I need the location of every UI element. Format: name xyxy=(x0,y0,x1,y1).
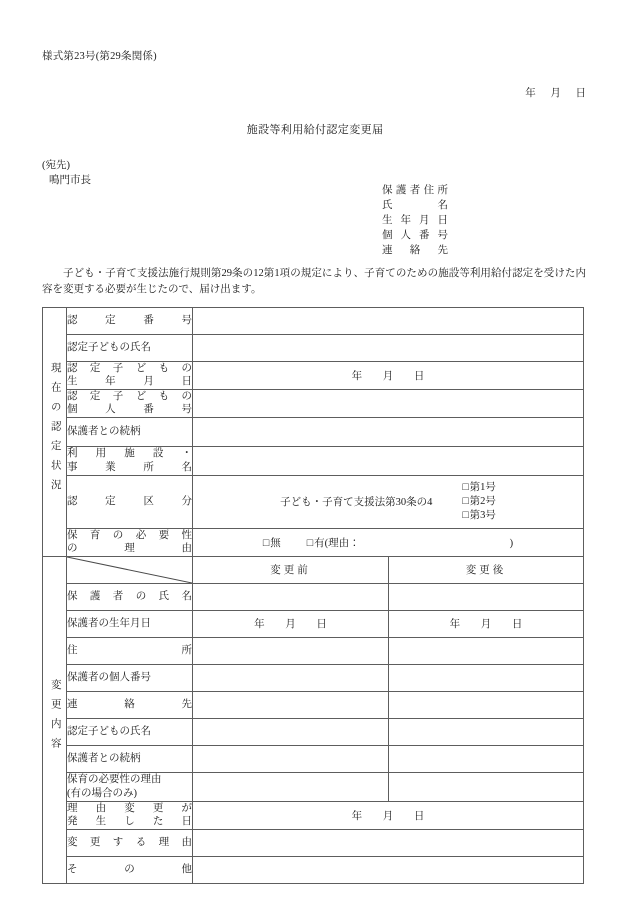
diagonal-corner-cell xyxy=(67,556,193,583)
checkbox-icon[interactable]: □ xyxy=(262,537,270,549)
section-header-change xyxy=(43,556,67,883)
row-label-text: 認定番号 xyxy=(67,315,192,327)
row-label-text: 認定子どもの氏名 xyxy=(67,726,151,738)
field-guardian-name-after[interactable] xyxy=(389,583,584,610)
row-label-text-line2: (有の場合のみ) xyxy=(67,787,137,799)
applicant-contact-label: 連絡先 xyxy=(382,244,448,256)
form-number: 様式第23号(第29条関係) xyxy=(42,51,157,62)
table-row xyxy=(43,556,584,583)
table-row xyxy=(43,664,584,691)
column-header-after: 変更後 xyxy=(389,556,584,583)
row-label-certification-category xyxy=(67,475,193,528)
date-month-label: 月 xyxy=(550,88,561,99)
date-month-label: 月 xyxy=(480,619,492,631)
field-guardian-mynumber-before[interactable] xyxy=(193,664,389,691)
row-label-text: 認定区分 xyxy=(67,496,192,508)
field-certification-category[interactable] xyxy=(193,475,584,528)
category-option-1-label: 第1号 xyxy=(469,481,496,493)
row-label-text: 保護者との続柄 xyxy=(67,753,141,765)
date-day-label: 日 xyxy=(413,810,425,822)
category-option-2[interactable] xyxy=(462,495,496,509)
table-row xyxy=(43,691,584,718)
table-row xyxy=(43,528,584,556)
addressee-label: (宛先) xyxy=(42,160,70,171)
row-label-guardian-name xyxy=(67,583,193,610)
row-label-text: 変更する理由 xyxy=(67,836,192,848)
field-certification-number[interactable] xyxy=(193,308,584,335)
field-guardian-name-before[interactable] xyxy=(193,583,389,610)
row-label-contact xyxy=(67,691,193,718)
field-change-childcare-reason-after[interactable] xyxy=(389,772,584,801)
date-day-label: 日 xyxy=(575,88,586,99)
submission-date-line xyxy=(519,85,586,100)
applicant-address-label: 保護者住所 xyxy=(382,185,448,196)
row-label-text: 連絡先 xyxy=(67,699,192,711)
option-yes-close: ) xyxy=(509,537,514,549)
table-row xyxy=(43,475,584,528)
row-label-text: 保護者の個人番号 xyxy=(67,672,151,684)
row-label-text: 認定子どもの氏名 xyxy=(67,342,151,354)
field-child-name[interactable] xyxy=(193,335,584,362)
row-label-guardian-birthdate xyxy=(67,610,193,637)
row-label-guardian-mynumber xyxy=(67,664,193,691)
date-day-label: 日 xyxy=(316,619,327,631)
category-option-1[interactable] xyxy=(462,481,496,495)
option-none-label: 無 xyxy=(270,537,281,549)
row-label-address xyxy=(67,637,193,664)
field-childcare-need-reason[interactable] xyxy=(193,528,584,556)
row-label-text: その他 xyxy=(67,863,192,875)
field-address-before[interactable] xyxy=(193,637,389,664)
applicant-info-labels xyxy=(382,184,448,259)
category-option-2-label: 第2号 xyxy=(469,495,496,507)
row-label-text-line2: 生年月日 xyxy=(67,376,192,388)
table-row xyxy=(43,417,584,446)
row-label-text-line1: 理由変更が xyxy=(67,802,192,814)
field-other[interactable] xyxy=(193,856,584,883)
row-label-facility-name xyxy=(67,446,193,475)
row-label-relationship xyxy=(67,417,193,446)
field-facility-name[interactable] xyxy=(193,446,584,475)
table-row xyxy=(43,389,584,417)
row-label-text: 保護者の氏名 xyxy=(67,591,192,603)
field-guardian-mynumber-after[interactable] xyxy=(389,664,584,691)
row-label-childcare-need-reason xyxy=(67,528,193,556)
table-row xyxy=(43,583,584,610)
category-option-3[interactable] xyxy=(462,509,496,523)
field-guardian-birthdate-after[interactable] xyxy=(389,610,584,637)
field-child-mynumber[interactable] xyxy=(193,389,584,417)
table-row xyxy=(43,446,584,475)
date-year-label: 年 xyxy=(351,370,363,382)
table-row xyxy=(43,362,584,390)
body-paragraph-text: 子ども・子育て支援法施行規則第29条の12第1項の規定により、子育てのための施設等利用給付認定を受けた内容を変更する必要が生じたので、届け出ます。 xyxy=(42,268,586,296)
date-year-label: 年 xyxy=(449,619,461,631)
applicant-mynumber-label: 個人番号 xyxy=(382,229,448,241)
certification-category-content xyxy=(193,476,583,528)
table-body xyxy=(43,308,584,884)
table-row xyxy=(43,718,584,745)
row-label-other xyxy=(67,856,193,883)
row-label-change-reason xyxy=(67,829,193,856)
field-relationship[interactable] xyxy=(193,417,584,446)
category-law-text: 子ども・子育て支援法第30条の4 xyxy=(280,497,433,509)
applicant-birthdate-label: 生年月日 xyxy=(382,214,448,226)
table-row xyxy=(43,637,584,664)
field-change-relationship-before[interactable] xyxy=(193,745,389,772)
row-label-text: 住所 xyxy=(67,645,192,657)
row-label-text: 保護者の生年月日 xyxy=(67,618,151,630)
date-year-label: 年 xyxy=(525,88,536,99)
row-label-child-mynumber xyxy=(67,389,193,417)
row-label-text-line1: 利用施設・ xyxy=(67,448,192,460)
row-label-child-name xyxy=(67,335,193,362)
date-month-label: 月 xyxy=(382,370,394,382)
section-header-current-text: 現在の認定状況 xyxy=(49,362,61,499)
field-change-child-name-after[interactable] xyxy=(389,718,584,745)
checkbox-icon[interactable]: □ xyxy=(306,537,314,549)
childcare-need-options xyxy=(193,531,583,554)
section-header-change-text: 変更内容 xyxy=(49,679,61,758)
column-header-before: 変更前 xyxy=(193,556,389,583)
row-label-certification-number xyxy=(67,308,193,335)
date-month-label: 月 xyxy=(382,810,394,822)
row-label-text: 保護者との続柄 xyxy=(67,426,141,438)
row-label-child-birthdate xyxy=(67,362,193,390)
date-day-label: 日 xyxy=(511,619,523,631)
checkbox-icon[interactable]: □ xyxy=(462,495,469,507)
table-row xyxy=(43,308,584,335)
table-row xyxy=(43,610,584,637)
addressee-name: 鳴門市長 xyxy=(49,175,91,187)
field-change-childcare-reason-before[interactable] xyxy=(193,772,389,801)
date-year-label: 年 xyxy=(254,619,265,631)
table-row xyxy=(43,801,584,829)
checkbox-icon[interactable]: □ xyxy=(462,481,469,493)
applicant-name-label: 氏名 xyxy=(382,199,448,211)
row-label-change-relationship xyxy=(67,745,193,772)
row-label-text-line2: の理由 xyxy=(67,543,192,555)
table-row xyxy=(43,829,584,856)
row-label-text-line1: 認定子どもの xyxy=(67,363,192,374)
field-change-relationship-after[interactable] xyxy=(389,745,584,772)
table-row xyxy=(43,745,584,772)
field-reason-change-date[interactable] xyxy=(193,801,584,829)
row-label-text-line2: 個人番号 xyxy=(67,404,192,416)
checkbox-icon[interactable]: □ xyxy=(462,509,469,521)
field-change-child-name-before[interactable] xyxy=(193,718,389,745)
table-row xyxy=(43,856,584,883)
date-day-label: 日 xyxy=(413,370,425,382)
document-title: 施設等利用給付認定変更届 xyxy=(246,124,384,136)
row-label-change-childcare-reason xyxy=(67,772,193,801)
row-label-text-line2: 事業所名 xyxy=(67,461,192,473)
addressee-block xyxy=(42,158,91,188)
category-option-3-label: 第3号 xyxy=(469,509,496,521)
field-child-birthdate[interactable] xyxy=(193,362,584,390)
row-label-text-line2: 発生した日 xyxy=(67,816,192,828)
category-options xyxy=(462,481,496,523)
diagonal-line-icon xyxy=(67,557,192,583)
row-label-change-child-name xyxy=(67,718,193,745)
option-yes-label: 有(理由： xyxy=(314,537,360,549)
certification-table xyxy=(42,307,584,884)
row-label-text-line1: 保育の必要性の理由 xyxy=(67,774,162,786)
field-address-after[interactable] xyxy=(389,637,584,664)
childcare-need-option-yes[interactable] xyxy=(307,538,513,549)
row-label-text-line1: 保育の必要性 xyxy=(67,529,192,541)
field-contact-before[interactable] xyxy=(193,691,389,718)
row-label-text-line1: 認定子どもの xyxy=(67,390,192,402)
field-guardian-birthdate-before[interactable] xyxy=(193,610,389,637)
date-year-label: 年 xyxy=(351,810,363,822)
section-header-current xyxy=(43,308,67,557)
childcare-need-option-none[interactable] xyxy=(263,538,281,549)
field-change-reason[interactable] xyxy=(193,829,584,856)
table-row xyxy=(43,772,584,801)
table-row xyxy=(43,335,584,362)
field-contact-after[interactable] xyxy=(389,691,584,718)
row-label-reason-change-date xyxy=(67,801,193,829)
body-paragraph xyxy=(42,266,586,299)
date-month-label: 月 xyxy=(285,619,296,631)
